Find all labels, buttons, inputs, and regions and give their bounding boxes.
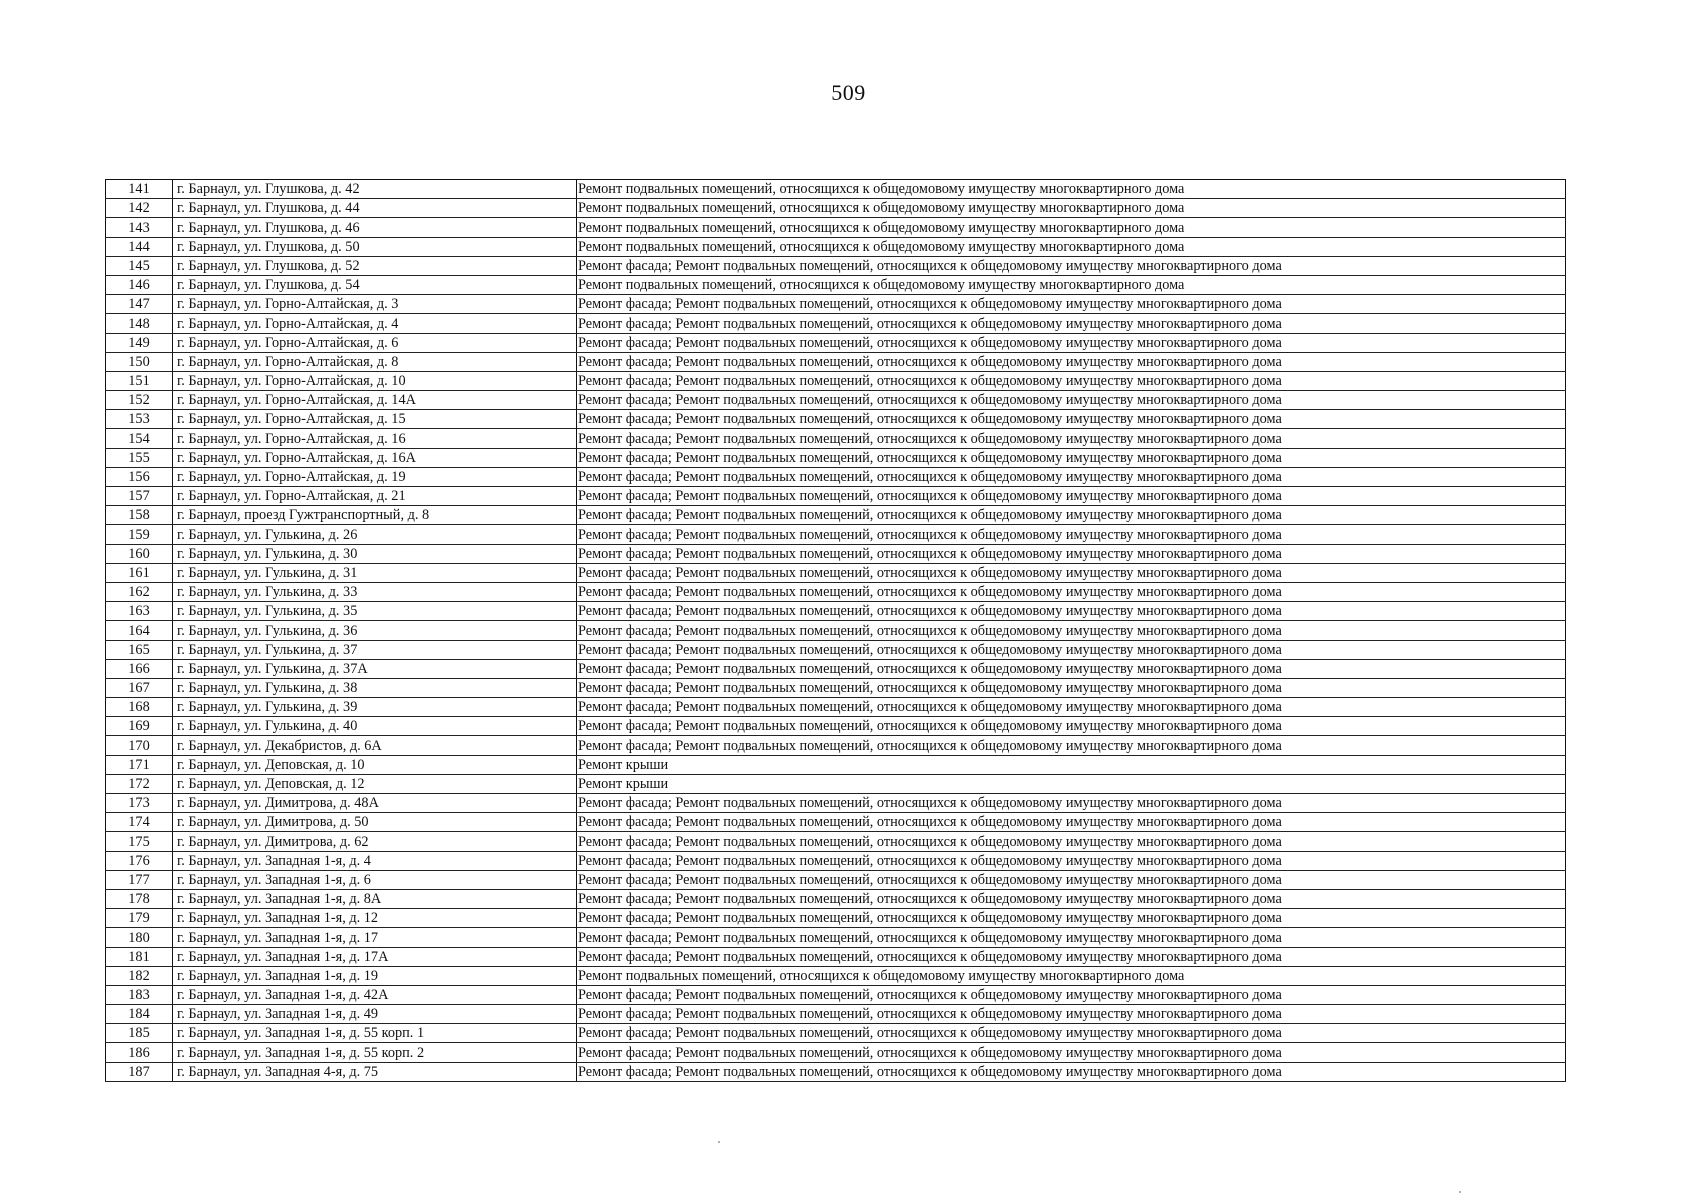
table-row [106,180,1566,199]
row-number-cell: 155 [106,448,173,467]
row-number-cell: 152 [106,391,173,410]
address-cell: г. Барнаул, ул. Гулькина, д. 40 [173,717,577,736]
row-number-cell: 144 [106,237,173,256]
row-number-cell: 185 [106,1024,173,1043]
table-row [106,659,1566,678]
row-number-cell: 146 [106,275,173,294]
repair-table [105,179,1566,1082]
address-cell: г. Барнаул, ул. Гулькина, д. 35 [173,602,577,621]
work-type-cell: Ремонт фасада; Ремонт подвальных помещений, относящихся к общедомовому имуществу многоквартирного дома [577,870,1566,889]
work-type-cell: Ремонт фасада; Ремонт подвальных помещений, относящихся к общедомовому имуществу многоквартирного дома [577,448,1566,467]
work-type-cell: Ремонт фасада; Ремонт подвальных помещений, относящихся к общедомовому имуществу многоквартирного дома [577,1024,1566,1043]
table-row [106,755,1566,774]
row-number-cell: 180 [106,928,173,947]
row-number-cell: 142 [106,199,173,218]
table-row [106,525,1566,544]
table-row [106,985,1566,1004]
row-number-cell: 158 [106,506,173,525]
work-type-cell: Ремонт фасада; Ремонт подвальных помещений, относящихся к общедомовому имуществу многоквартирного дома [577,295,1566,314]
table-row [106,909,1566,928]
address-cell: г. Барнаул, ул. Западная 1-я, д. 55 корп. 1 [173,1024,577,1043]
table-row [106,544,1566,563]
row-number-cell: 177 [106,870,173,889]
work-type-cell: Ремонт подвальных помещений, относящихся к общедомовому имуществу многоквартирного дома [577,199,1566,218]
work-type-cell: Ремонт крыши [577,755,1566,774]
table-row [106,218,1566,237]
work-type-cell: Ремонт фасада; Ремонт подвальных помещений, относящихся к общедомовому имуществу многоквартирного дома [577,467,1566,486]
address-cell: г. Барнаул, ул. Западная 1-я, д. 12 [173,909,577,928]
row-number-cell: 149 [106,333,173,352]
work-type-cell: Ремонт крыши [577,774,1566,793]
table-row [106,870,1566,889]
row-number-cell: 187 [106,1062,173,1081]
table-row [106,1062,1566,1081]
row-number-cell: 145 [106,256,173,275]
table-row [106,678,1566,697]
table-row [106,928,1566,947]
table-row [106,582,1566,601]
table-row [106,256,1566,275]
address-cell: г. Барнаул, ул. Западная 1-я, д. 4 [173,851,577,870]
address-cell: г. Барнаул, ул. Гулькина, д. 38 [173,678,577,697]
row-number-cell: 184 [106,1005,173,1024]
row-number-cell: 175 [106,832,173,851]
row-number-cell: 186 [106,1043,173,1062]
row-number-cell: 161 [106,563,173,582]
address-cell: г. Барнаул, ул. Горно-Алтайская, д. 6 [173,333,577,352]
table-row [106,774,1566,793]
address-cell: г. Барнаул, проезд Гужтранспортный, д. 8 [173,506,577,525]
address-cell: г. Барнаул, ул. Глушкова, д. 46 [173,218,577,237]
row-number-cell: 174 [106,813,173,832]
row-number-cell: 172 [106,774,173,793]
work-type-cell: Ремонт фасада; Ремонт подвальных помещений, относящихся к общедомовому имуществу многоквартирного дома [577,794,1566,813]
address-cell: г. Барнаул, ул. Гулькина, д. 37 [173,640,577,659]
work-type-cell: Ремонт фасада; Ремонт подвальных помещений, относящихся к общедомовому имуществу многоквартирного дома [577,563,1566,582]
table-row [106,275,1566,294]
work-type-cell: Ремонт фасада; Ремонт подвальных помещений, относящихся к общедомовому имуществу многоквартирного дома [577,832,1566,851]
work-type-cell: Ремонт фасада; Ремонт подвальных помещений, относящихся к общедомовому имуществу многоквартирного дома [577,851,1566,870]
work-type-cell: Ремонт фасада; Ремонт подвальных помещений, относящихся к общедомовому имуществу многоквартирного дома [577,544,1566,563]
scan-speck [1459,1191,1461,1193]
table-row [106,640,1566,659]
row-number-cell: 167 [106,678,173,697]
work-type-cell: Ремонт фасада; Ремонт подвальных помещений, относящихся к общедомовому имуществу многоквартирного дома [577,256,1566,275]
row-number-cell: 166 [106,659,173,678]
address-cell: г. Барнаул, ул. Деповская, д. 12 [173,774,577,793]
work-type-cell: Ремонт фасада; Ремонт подвальных помещений, относящихся к общедомовому имуществу многоквартирного дома [577,410,1566,429]
table-row [106,813,1566,832]
table-row [106,851,1566,870]
row-number-cell: 141 [106,180,173,199]
row-number-cell: 159 [106,525,173,544]
work-type-cell: Ремонт фасада; Ремонт подвальных помещений, относящихся к общедомовому имуществу многоквартирного дома [577,928,1566,947]
table-row [106,1043,1566,1062]
table-row [106,698,1566,717]
work-type-cell: Ремонт фасада; Ремонт подвальных помещений, относящихся к общедомовому имуществу многоквартирного дома [577,678,1566,697]
work-type-cell: Ремонт фасада; Ремонт подвальных помещений, относящихся к общедомовому имуществу многоквартирного дома [577,640,1566,659]
address-cell: г. Барнаул, ул. Гулькина, д. 36 [173,621,577,640]
address-cell: г. Барнаул, ул. Западная 1-я, д. 49 [173,1005,577,1024]
work-type-cell: Ремонт фасада; Ремонт подвальных помещений, относящихся к общедомовому имуществу многоквартирного дома [577,352,1566,371]
table-row [106,199,1566,218]
row-number-cell: 150 [106,352,173,371]
row-number-cell: 143 [106,218,173,237]
work-type-cell: Ремонт фасада; Ремонт подвальных помещений, относящихся к общедомовому имуществу многоквартирного дома [577,582,1566,601]
work-type-cell: Ремонт фасада; Ремонт подвальных помещений, относящихся к общедомовому имуществу многоквартирного дома [577,717,1566,736]
work-type-cell: Ремонт фасада; Ремонт подвальных помещений, относящихся к общедомовому имуществу многоквартирного дома [577,333,1566,352]
table-row [106,314,1566,333]
work-type-cell: Ремонт фасада; Ремонт подвальных помещений, относящихся к общедомовому имуществу многоквартирного дома [577,659,1566,678]
address-cell: г. Барнаул, ул. Горно-Алтайская, д. 3 [173,295,577,314]
address-cell: г. Барнаул, ул. Горно-Алтайская, д. 10 [173,371,577,390]
row-number-cell: 176 [106,851,173,870]
scan-speck [718,1141,720,1143]
row-number-cell: 157 [106,487,173,506]
table-row [106,966,1566,985]
row-number-cell: 179 [106,909,173,928]
address-cell: г. Барнаул, ул. Западная 1-я, д. 42А [173,985,577,1004]
address-cell: г. Барнаул, ул. Глушкова, д. 44 [173,199,577,218]
row-number-cell: 162 [106,582,173,601]
row-number-cell: 165 [106,640,173,659]
address-cell: г. Барнаул, ул. Горно-Алтайская, д. 16А [173,448,577,467]
address-cell: г. Барнаул, ул. Горно-Алтайская, д. 19 [173,467,577,486]
table-row [106,1024,1566,1043]
work-type-cell: Ремонт фасада; Ремонт подвальных помещений, относящихся к общедомовому имуществу многоквартирного дома [577,985,1566,1004]
row-number-cell: 154 [106,429,173,448]
row-number-cell: 148 [106,314,173,333]
row-number-cell: 171 [106,755,173,774]
address-cell: г. Барнаул, ул. Западная 1-я, д. 17 [173,928,577,947]
table-row [106,602,1566,621]
table-row [106,794,1566,813]
work-type-cell: Ремонт фасада; Ремонт подвальных помещений, относящихся к общедомовому имуществу многоквартирного дома [577,909,1566,928]
work-type-cell: Ремонт фасада; Ремонт подвальных помещений, относящихся к общедомовому имуществу многоквартирного дома [577,371,1566,390]
row-number-cell: 178 [106,889,173,908]
table-row [106,333,1566,352]
table-row [106,295,1566,314]
address-cell: г. Барнаул, ул. Гулькина, д. 30 [173,544,577,563]
address-cell: г. Барнаул, ул. Глушкова, д. 52 [173,256,577,275]
address-cell: г. Барнаул, ул. Гулькина, д. 37А [173,659,577,678]
row-number-cell: 156 [106,467,173,486]
address-cell: г. Барнаул, ул. Гулькина, д. 39 [173,698,577,717]
address-cell: г. Барнаул, ул. Димитрова, д. 50 [173,813,577,832]
work-type-cell: Ремонт фасада; Ремонт подвальных помещений, относящихся к общедомовому имуществу многоквартирного дома [577,621,1566,640]
address-cell: г. Барнаул, ул. Горно-Алтайская, д. 4 [173,314,577,333]
address-cell: г. Барнаул, ул. Западная 1-я, д. 19 [173,966,577,985]
table-row [106,736,1566,755]
work-type-cell: Ремонт фасада; Ремонт подвальных помещений, относящихся к общедомовому имуществу многоквартирного дома [577,1005,1566,1024]
address-cell: г. Барнаул, ул. Западная 1-я, д. 17А [173,947,577,966]
address-cell: г. Барнаул, ул. Западная 1-я, д. 6 [173,870,577,889]
work-type-cell: Ремонт подвальных помещений, относящихся к общедомовому имуществу многоквартирного дома [577,237,1566,256]
work-type-cell: Ремонт подвальных помещений, относящихся к общедомовому имуществу многоквартирного дома [577,218,1566,237]
row-number-cell: 181 [106,947,173,966]
table-row [106,1005,1566,1024]
row-number-cell: 182 [106,966,173,985]
work-type-cell: Ремонт фасада; Ремонт подвальных помещений, относящихся к общедомовому имуществу многоквартирного дома [577,947,1566,966]
work-type-cell: Ремонт фасада; Ремонт подвальных помещений, относящихся к общедомовому имуществу многоквартирного дома [577,487,1566,506]
work-type-cell: Ремонт фасада; Ремонт подвальных помещений, относящихся к общедомовому имуществу многоквартирного дома [577,1062,1566,1081]
table-row [106,448,1566,467]
row-number-cell: 168 [106,698,173,717]
work-type-cell: Ремонт фасада; Ремонт подвальных помещений, относящихся к общедомовому имуществу многоквартирного дома [577,391,1566,410]
table-row [106,237,1566,256]
table-row [106,352,1566,371]
table-row [106,467,1566,486]
work-type-cell: Ремонт подвальных помещений, относящихся к общедомовому имуществу многоквартирного дома [577,275,1566,294]
table-row [106,563,1566,582]
work-type-cell: Ремонт фасада; Ремонт подвальных помещений, относящихся к общедомовому имуществу многоквартирного дома [577,314,1566,333]
row-number-cell: 163 [106,602,173,621]
row-number-cell: 183 [106,985,173,1004]
address-cell: г. Барнаул, ул. Гулькина, д. 31 [173,563,577,582]
address-cell: г. Барнаул, ул. Гулькина, д. 26 [173,525,577,544]
table-body [106,180,1566,1082]
row-number-cell: 164 [106,621,173,640]
work-type-cell: Ремонт фасада; Ремонт подвальных помещений, относящихся к общедомовому имуществу многоквартирного дома [577,698,1566,717]
address-cell: г. Барнаул, ул. Глушкова, д. 42 [173,180,577,199]
row-number-cell: 153 [106,410,173,429]
row-number-cell: 170 [106,736,173,755]
work-type-cell: Ремонт фасада; Ремонт подвальных помещений, относящихся к общедомовому имуществу многоквартирного дома [577,506,1566,525]
table-row [106,889,1566,908]
address-cell: г. Барнаул, ул. Деповская, д. 10 [173,755,577,774]
table-row [106,717,1566,736]
table-row [106,832,1566,851]
repair-table-container [105,179,1565,1082]
work-type-cell: Ремонт фасада; Ремонт подвальных помещений, относящихся к общедомовому имуществу многоквартирного дома [577,429,1566,448]
table-row [106,487,1566,506]
table-row [106,371,1566,390]
work-type-cell: Ремонт подвальных помещений, относящихся к общедомовому имуществу многоквартирного дома [577,966,1566,985]
table-row [106,410,1566,429]
address-cell: г. Барнаул, ул. Горно-Алтайская, д. 16 [173,429,577,448]
address-cell: г. Барнаул, ул. Димитрова, д. 62 [173,832,577,851]
row-number-cell: 147 [106,295,173,314]
address-cell: г. Барнаул, ул. Горно-Алтайская, д. 8 [173,352,577,371]
work-type-cell: Ремонт фасада; Ремонт подвальных помещений, относящихся к общедомовому имуществу многоквартирного дома [577,525,1566,544]
row-number-cell: 151 [106,371,173,390]
table-row [106,391,1566,410]
address-cell: г. Барнаул, ул. Горно-Алтайская, д. 15 [173,410,577,429]
work-type-cell: Ремонт подвальных помещений, относящихся к общедомовому имуществу многоквартирного дома [577,180,1566,199]
address-cell: г. Барнаул, ул. Западная 4-я, д. 75 [173,1062,577,1081]
address-cell: г. Барнаул, ул. Глушкова, д. 54 [173,275,577,294]
row-number-cell: 160 [106,544,173,563]
address-cell: г. Барнаул, ул. Гулькина, д. 33 [173,582,577,601]
address-cell: г. Барнаул, ул. Горно-Алтайская, д. 14А [173,391,577,410]
work-type-cell: Ремонт фасада; Ремонт подвальных помещений, относящихся к общедомовому имуществу многоквартирного дома [577,602,1566,621]
address-cell: г. Барнаул, ул. Горно-Алтайская, д. 21 [173,487,577,506]
work-type-cell: Ремонт фасада; Ремонт подвальных помещений, относящихся к общедомовому имуществу многоквартирного дома [577,1043,1566,1062]
table-row [106,947,1566,966]
work-type-cell: Ремонт фасада; Ремонт подвальных помещений, относящихся к общедомовому имуществу многоквартирного дома [577,889,1566,908]
row-number-cell: 169 [106,717,173,736]
page-number: 509 [831,80,866,105]
work-type-cell: Ремонт фасада; Ремонт подвальных помещений, относящихся к общедомовому имуществу многоквартирного дома [577,813,1566,832]
table-row [106,429,1566,448]
address-cell: г. Барнаул, ул. Западная 1-я, д. 55 корп. 2 [173,1043,577,1062]
address-cell: г. Барнаул, ул. Димитрова, д. 48А [173,794,577,813]
row-number-cell: 173 [106,794,173,813]
address-cell: г. Барнаул, ул. Западная 1-я, д. 8А [173,889,577,908]
address-cell: г. Барнаул, ул. Глушкова, д. 50 [173,237,577,256]
table-row [106,621,1566,640]
address-cell: г. Барнаул, ул. Декабристов, д. 6А [173,736,577,755]
work-type-cell: Ремонт фасада; Ремонт подвальных помещений, относящихся к общедомовому имуществу многоквартирного дома [577,736,1566,755]
table-row [106,506,1566,525]
